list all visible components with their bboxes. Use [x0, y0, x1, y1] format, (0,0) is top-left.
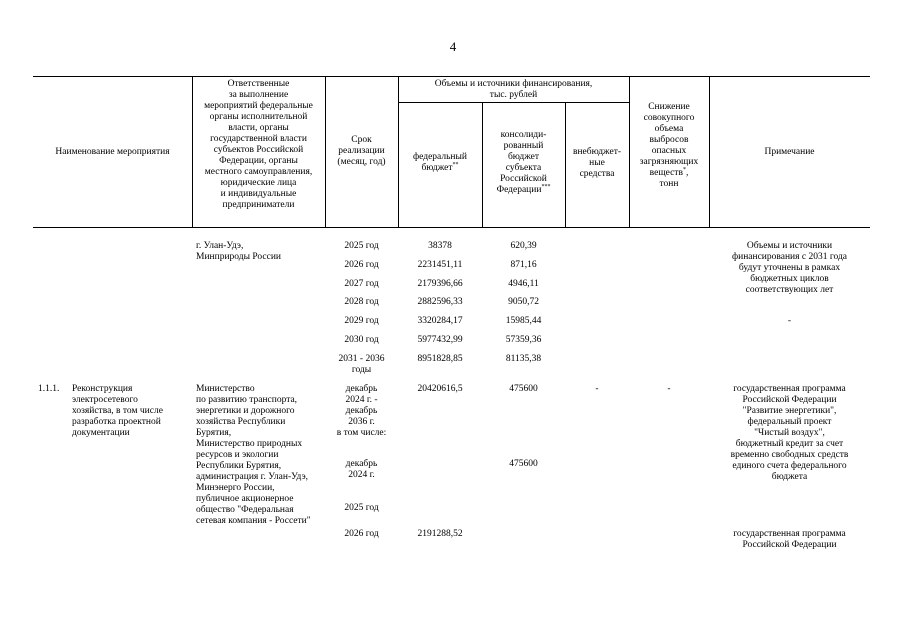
activity-term-total — [325, 384, 398, 439]
note-line: Объемы и источники — [746, 241, 833, 251]
block1-note-dash: - — [787, 316, 792, 326]
header-term-line: реализации — [338, 146, 385, 156]
page-number: 4 — [449, 39, 457, 54]
header-funding-group — [398, 79, 629, 101]
responsible-line: Республики Бурятия, — [196, 461, 282, 471]
note-line: федеральный проект — [747, 417, 832, 427]
activity-responsible — [196, 384, 311, 527]
row-federal: 3320284,17 — [417, 316, 463, 326]
responsible-line: публичное акционерное — [196, 494, 294, 504]
row-term: 2028 год — [344, 297, 379, 307]
activity-name-line: Реконструкция — [72, 384, 133, 394]
responsible-line: ресурсов и экологии — [196, 450, 279, 460]
row-term: 2031 - 2036 годы — [338, 354, 385, 375]
header-offbudget-line: средства — [579, 169, 615, 179]
activity-term-2024 — [325, 459, 398, 481]
responsible-line: г. Улан-Удэ, — [196, 241, 244, 251]
responsible-line: общество "Федеральная — [196, 505, 294, 515]
header-responsible-line: местного самоуправления, — [204, 167, 313, 177]
responsible-line: хозяйства Республики — [196, 417, 286, 427]
activity-federal-2026: 2191288,52 — [417, 529, 463, 539]
row-federal: 5977432,99 — [417, 335, 463, 345]
row-term: 2026 год — [344, 260, 379, 270]
activity-name — [72, 384, 163, 439]
note-line: государственная программа — [733, 384, 846, 394]
activity-name-line: электросетевого — [72, 395, 138, 405]
note-line: бюджетный кредит за счет — [735, 439, 844, 449]
header-term-line: (месяц, год) — [337, 157, 386, 167]
term-line: декабрь — [345, 406, 378, 416]
activity-name-line: документации — [72, 428, 130, 438]
note-line: временно свободных средств — [730, 450, 849, 460]
term-line: декабрь — [345, 459, 378, 469]
header-emissions: Снижение совокупного объема выбросов опасных загрязняющих веществ*, тонн — [639, 102, 699, 189]
header-term — [325, 135, 398, 168]
table-header-bottom-border — [33, 227, 870, 228]
row-regional: 9050,72 — [508, 297, 539, 307]
header-responsible — [192, 79, 325, 211]
header-name: Наименование мероприятия — [55, 147, 170, 157]
header-responsible-line: субъектов Российской — [213, 145, 304, 155]
note-line: соответствующих лет — [745, 285, 834, 295]
header-responsible-line: государственной власти — [210, 134, 307, 144]
activity-emissions-total: - — [667, 384, 671, 394]
table-top-border — [33, 76, 870, 77]
header-responsible-line: органы исполнительной — [209, 112, 308, 122]
header-responsible-line: и индивидуальные — [220, 189, 297, 199]
activity-name-line: разработка проектной — [72, 417, 161, 427]
activity-offbudget-total: - — [595, 384, 599, 394]
responsible-line: Минприроды России — [196, 252, 281, 262]
term-line: 2024 г. — [348, 470, 375, 480]
header-offbudget — [565, 147, 629, 180]
header-term-line: Срок — [351, 135, 372, 145]
activity-note — [709, 384, 870, 483]
header-federal: федеральный бюджет** — [413, 152, 467, 173]
row-regional: 57359,36 — [505, 335, 542, 345]
activity-term-2025: 2025 год — [344, 503, 379, 513]
activity-name-line: хозяйства, в том числе — [72, 406, 163, 416]
responsible-line: Бурятия, — [196, 428, 232, 438]
row-regional: 620,39 — [510, 241, 537, 251]
term-line: декабрь — [345, 384, 378, 394]
note-line: Российской Федерации — [742, 395, 837, 405]
row-term: 2025 год — [344, 241, 379, 251]
row-regional: 871,16 — [510, 260, 537, 270]
responsible-line: Минэнерго России, — [196, 483, 275, 493]
header-note: Примечание — [764, 147, 815, 157]
note-line: "Развитие энергетики", — [742, 406, 837, 416]
header-offbudget-line: ные — [589, 158, 605, 168]
activity-regional-2024: 475600 — [509, 459, 538, 469]
row-federal: 8951828,85 — [417, 354, 463, 364]
note-line: единого счета федерального — [732, 461, 847, 471]
row-federal: 2179396,66 — [417, 279, 463, 289]
block1-responsible — [196, 241, 281, 263]
funding-group-divider — [398, 102, 629, 103]
responsible-line: по развитию транспорта, — [196, 395, 298, 405]
row-federal: 2882596,33 — [417, 297, 463, 307]
block1-note — [709, 241, 870, 296]
row-regional: 81135,38 — [505, 354, 542, 364]
row-regional: 4946,11 — [508, 279, 539, 289]
note-line: финансирования с 2031 года — [731, 252, 848, 262]
term-line: 2024 г. - — [345, 395, 378, 405]
responsible-line: администрация г. Улан-Удэ, — [196, 472, 309, 482]
note-line: бюджетных циклов — [750, 274, 829, 284]
note-line: бюджета — [771, 472, 808, 482]
row-term: 2029 год — [344, 316, 379, 326]
activity-federal-total: 20420616,5 — [417, 384, 463, 394]
header-funding-line: тыс. рублей — [489, 90, 538, 100]
activity-term-2026: 2026 год — [344, 529, 379, 539]
row-term: 2030 год — [344, 335, 379, 345]
header-responsible-line: предприниматели — [222, 200, 295, 210]
responsible-line: сетевая компания - Россети" — [196, 516, 311, 526]
responsible-line: энергетики и дорожного — [196, 406, 295, 416]
row-regional: 15985,44 — [505, 316, 542, 326]
header-responsible-line: Ответственные — [227, 79, 290, 89]
row-term: 2027 год — [344, 279, 379, 289]
header-funding-line: Объемы и источники финансирования, — [434, 79, 593, 89]
header-responsible-line: мероприятий федеральные — [204, 101, 313, 111]
responsible-line: Министерство природных — [196, 439, 303, 449]
row-federal: 2231451,11 — [417, 260, 463, 270]
term-line: 2036 г. — [348, 417, 375, 427]
row-federal: 38378 — [428, 241, 452, 251]
responsible-line: Министерство — [196, 384, 255, 394]
activity-number: 1.1.1. — [38, 384, 60, 394]
term-line: в том числе: — [336, 428, 387, 438]
note-line: государственная программа — [733, 529, 846, 539]
header-responsible-line: юридические лица — [220, 178, 297, 188]
activity-note-2026 — [709, 529, 870, 551]
activity-regional-total: 475600 — [509, 384, 538, 394]
note-line: Российской Федерации — [742, 540, 837, 550]
note-line: будут уточнены в рамках — [738, 263, 841, 273]
note-line: "Чистый воздух", — [754, 428, 825, 438]
header-regional: консолиди- рованный бюджет субъекта Российской Федерации*** — [496, 130, 551, 195]
header-responsible-line: за выполнение — [228, 90, 289, 100]
header-responsible-line: Федерации, органы — [219, 156, 298, 166]
header-responsible-line: власти, органы — [228, 123, 289, 133]
header-offbudget-line: внебюджет- — [572, 147, 622, 157]
